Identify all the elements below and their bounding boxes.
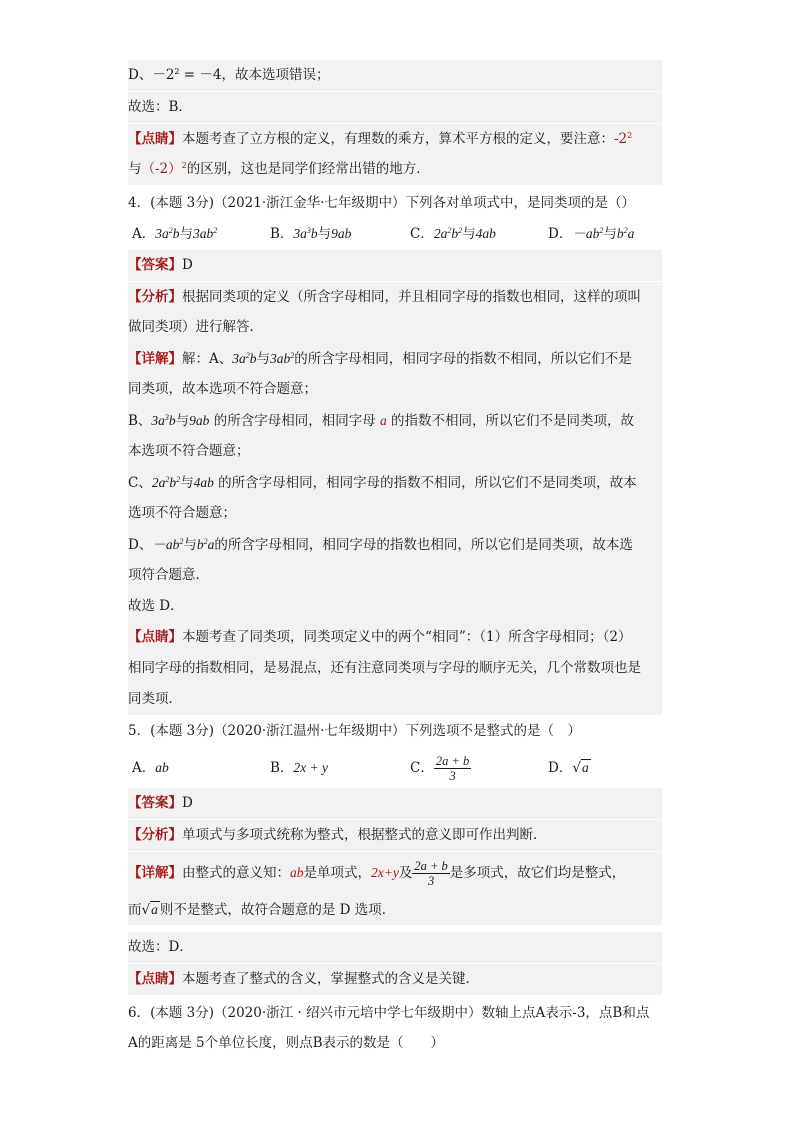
answer-value: D xyxy=(182,257,193,273)
detail-line-1: 【详解】解：A、$3a^2b$与$3ab^2$的所含字母相同，相同字母的指数不相同，所以它们不是 xyxy=(128,343,662,374)
option-a[interactable]: A．ab xyxy=(132,760,169,776)
fraction: $\frac{2a + b}{3}$ xyxy=(435,754,470,783)
detail-line-4: 本选项不符合题意； xyxy=(128,436,662,467)
choose-line: 故选：B． xyxy=(128,92,662,123)
comment-line: 【点睛】本题考查了整式的含义，掌握整式的含义是关键． xyxy=(128,964,662,995)
analysis-tag: 【分析】 xyxy=(128,289,182,305)
sqrt-symbol: √a xyxy=(141,902,158,918)
question-4-options xyxy=(128,218,662,249)
option-a[interactable]: A．$3a^2b$与$3ab^2$ xyxy=(132,226,218,242)
comment-line-3: 同类项． xyxy=(128,684,662,715)
answer-line xyxy=(128,788,662,819)
question-6-stem-1: 6．(本题 3分)（2020·浙江 · 绍兴市元培中学七年级期中）数轴上点A表示-3，点B和点 xyxy=(128,1005,650,1021)
answer-tag: 【答案】 xyxy=(128,257,182,273)
analysis-line: 【分析】单项式与多项式统称为整式，根据整式的意义即可作出判断． xyxy=(128,820,662,851)
detail-line-5: C、$2a^2b^2$与4ab 的所含字母相同，相同字母的指数不相同，所以它们不是同类项，故本 xyxy=(128,467,662,498)
answer-tag: 【答案】 xyxy=(128,795,182,811)
comment-tag: 【点睛】 xyxy=(128,131,182,147)
detail-line-6: 选项不符合题意； xyxy=(128,498,662,529)
detail-tag: 【详解】 xyxy=(128,865,182,881)
option-b[interactable]: B．$3a^3b$与9ab xyxy=(270,226,352,242)
option-d[interactable]: D．√a xyxy=(548,748,591,788)
question-4-stem: 4．(本题 3分)（2021·浙江金华·七年级期中）下列各对单项式中，是同类项的是（） xyxy=(128,195,635,211)
analysis-line-2: 做同类项）进行解答． xyxy=(128,312,662,343)
detail-line-3: B、$3a^3b$与9ab 的所含字母相同，相同字母 a 的指数不相同，所以它们不是同类项，故 xyxy=(128,405,662,436)
question-5-stem: 5．(本题 3分)（2020·浙江温州·七年级期中）下列选项不是整式的是（ ） xyxy=(128,723,581,739)
comment-line: 【点睛】本题考查了立方根的定义，有理数的乘方，算术平方根的定义，要注意：$-2^2$ xyxy=(128,124,662,155)
option-b[interactable]: B．2x + y xyxy=(270,760,329,776)
comment-line: 【点睛】本题考查了同类项，同类项定义中的两个“相同”：（1）所含字母相同；（2） xyxy=(128,622,662,653)
comment-line-2: 与$(-2)^2$的区别，这也是同学们经常出错的地方． xyxy=(128,154,662,185)
detail-line-8: 项符合题意． xyxy=(128,560,662,591)
solution-line-d: D、$-2^2 = -4$，故本选项错误； xyxy=(128,60,662,91)
sqrt-symbol: √a xyxy=(572,760,589,776)
question-6-stem-2: A的距离是 5个单位长度，则点B表示的数是（ ） xyxy=(128,1035,445,1051)
option-d[interactable]: D．$-ab^2$与$b^2a$ xyxy=(548,226,635,242)
choose-line: 故选：D． xyxy=(128,932,662,963)
choose-line: 故选 D． xyxy=(128,591,662,622)
detail-line-7: D、$-ab^2$与$b^2a$的所含字母相同，相同字母的指数也相同，所以它们是同类项，故本选 xyxy=(128,529,662,560)
detail-line-1: 【详解】由整式的意义知：ab是单项式，2x+y及 $\frac{2a + b}{3}$ 是多项式，故它们均是整式， xyxy=(128,852,662,894)
fraction: $\frac{2a + b}{3}$ xyxy=(414,859,448,888)
analysis-tag: 【分析】 xyxy=(128,827,182,843)
answer-line xyxy=(128,250,662,281)
analysis-line: 【分析】根据同类项的定义（所含字母相同，并且相同字母的指数也相同，这样的项叫 xyxy=(128,282,662,313)
detail-line-2: 同类项，故本选项不符合题意； xyxy=(128,374,662,405)
comment-line-2: 相同字母的指数相同，是易混点，还有注意同类项与字母的顺序无关，几个常数项也是 xyxy=(128,653,662,684)
option-c[interactable]: C．$2a^2b^2$与4ab xyxy=(410,226,496,242)
comment-tag: 【点睛】 xyxy=(128,971,182,987)
comment-tag: 【点睛】 xyxy=(128,629,182,645)
answer-value: D xyxy=(182,795,193,811)
option-c[interactable]: C． $\frac{2a + b}{3}$ xyxy=(410,754,470,783)
detail-tag: 【详解】 xyxy=(128,351,182,367)
question-5-options xyxy=(128,748,662,788)
detail-line-2: 而√a 则不是整式，故符合题意的是 D 选项． xyxy=(128,894,662,925)
